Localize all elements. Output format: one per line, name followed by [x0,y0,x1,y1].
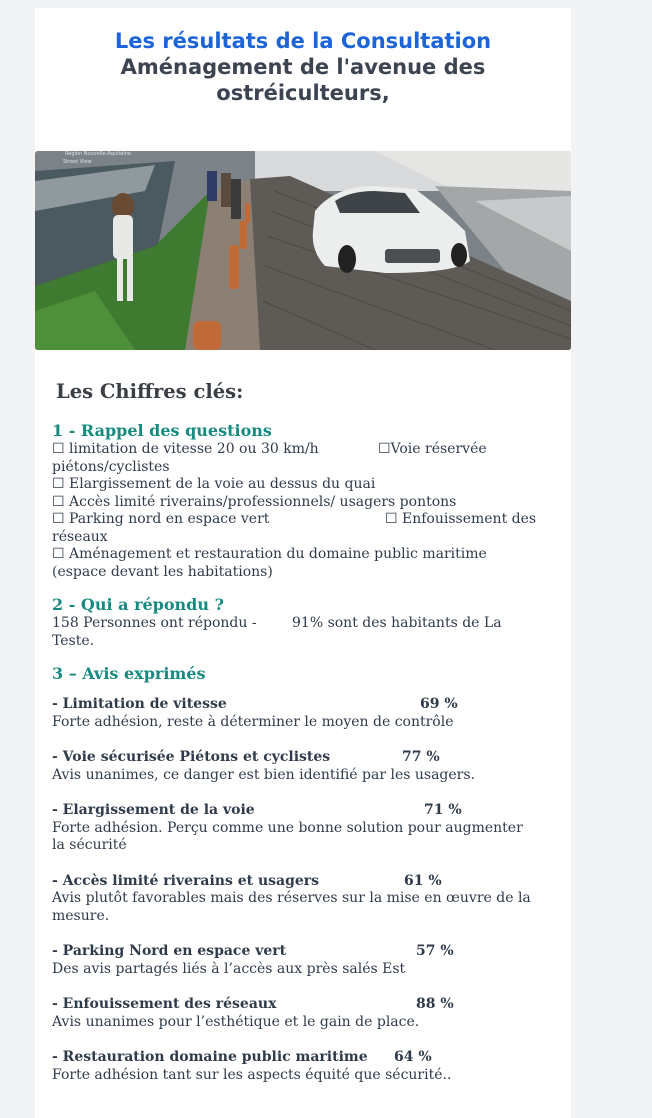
key-figures-heading: Les Chiffres clés: [56,380,244,403]
opinion-comment: Forte adhésion tant sur les aspects équité que sécurité.. [52,1066,452,1083]
opinion-comment-cont: la sécurité [52,837,127,853]
opinion-label: - Voie sécurisée Piétons et cyclistes [52,749,331,765]
document-page [35,8,571,1118]
respondents-line-cont: Teste. [52,632,95,649]
section-opinions-title: 3 – Avis exprimés [52,664,206,683]
opinion-item [52,802,557,855]
opinion-label: - Limitation de vitesse [52,696,227,712]
street-rendering-image [35,151,571,350]
image-overlay-line1: Région Nouvelle-Aquitaine [65,151,131,157]
question-maritime-domain: ☐ Aménagement et restauration du domaine public maritime [52,546,487,562]
question-line [52,511,557,529]
question-limited-access: ☐ Accès limité riverains/professionnels/ usagers pontons [52,493,457,510]
opinion-comment: Des avis partagés liés à l’accès aux près salés Est [52,960,406,977]
question-burying-networks: ☐ Enfouissement des [385,511,537,527]
content-body [52,368,557,1084]
opinion-percent: 77 % [402,749,440,765]
opinion-comment: Forte adhésion, reste à déterminer le moyen de contrôle [52,713,454,730]
opinion-comment: Avis unanimes pour l’esthétique et le gain de place. [52,1013,420,1030]
section-respondents-title: 2 - Qui a répondu ? [52,595,224,614]
opinion-label: - Enfouissement des réseaux [52,996,277,1012]
opinion-label: - Accès limité riverains et usagers [52,872,320,889]
question-line [52,441,557,459]
opinion-item [52,1049,557,1084]
question-widening: ☐ Elargissement de la voie au dessus du quai [52,476,376,492]
opinion-percent: 69 % [420,696,458,712]
opinion-item [52,943,557,978]
opinion-comment: Avis plutôt favorables mais des réserves sur la mise en œuvre de la [52,890,531,906]
respondents-line [52,615,557,633]
page-subtitle-line1: Aménagement de l'avenue des [120,55,486,79]
section-questions-title: 1 - Rappel des questions [52,421,272,440]
respondents-count: 158 Personnes ont répondu - [52,615,257,631]
opinion-item [52,696,557,731]
page-subtitle-line2: ostréiculteurs, [216,81,390,105]
question-parking-north: ☐ Parking nord en espace vert [52,511,270,527]
opinion-label: - Parking Nord en espace vert [52,943,287,959]
question-maritime-domain-cont: (espace devant les habitations) [52,563,273,580]
opinion-comment: Forte adhésion. Perçu comme une bonne solution pour augmenter [52,819,523,836]
opinion-percent: 64 % [394,1049,432,1065]
opinion-percent: 71 % [424,802,462,818]
respondents-residents: 91% sont des habitants de La [292,615,502,631]
question-reserved-lane-cont: piétons/cyclistes [52,458,170,475]
opinion-percent: 88 % [416,996,454,1012]
question-reserved-lane: ☐Voie réservée [378,441,487,457]
question-burying-networks-cont: réseaux [52,528,108,545]
opinion-item [52,873,557,926]
opinion-percent: 61 % [404,872,442,889]
opinion-comment-cont: mesure. [52,907,110,924]
opinion-label: - Restauration domaine public maritime [52,1049,368,1065]
title-block [35,8,571,106]
question-speed-limit: ☐ limitation de vitesse 20 ou 30 km/h [52,441,319,457]
image-overlay-line2: Street View [63,159,92,165]
opinion-label: - Elargissement de la voie [52,802,255,818]
opinion-item [52,996,557,1031]
opinion-comment: Avis unanimes, ce danger est bien identifié par les usagers. [52,766,476,783]
opinion-item [52,749,557,784]
page-title: Les résultats de la Consultation [114,29,492,53]
opinion-percent: 57 % [416,943,454,959]
